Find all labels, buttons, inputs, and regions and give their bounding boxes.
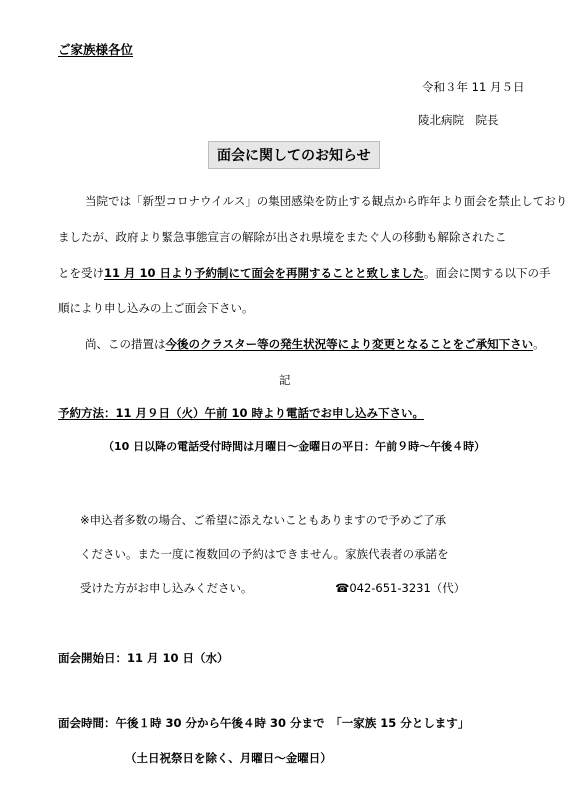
addressee: ご家族様各位 (58, 42, 134, 57)
body-line-5-pre: 尚、この措置は (85, 337, 166, 351)
ki-heading: 記 (279, 373, 291, 387)
body-line-4: 順により申し込みの上ご面会下さい。 (58, 301, 254, 315)
issue-date: 令和３年 11 月５日 (422, 80, 525, 94)
body-line-2: ましたが、政府より緊急事態宣言の解除が出され県境をまたぐ人の移動も解除されたこ (58, 230, 507, 244)
body-line-1: 当院では「新型コロナウイルス」の集団感染を防止する観点から昨年より面会を禁止しており (85, 194, 568, 208)
reopen-notice: 11 月 10 日より予約制にて面会を再開することと致しました (104, 266, 425, 280)
document-title: 面会に関してのお知らせ (208, 141, 380, 169)
reservation-method: 予約方法：11 月９日（火）午前 10 時より電話でお申し込み下さい。 (58, 406, 425, 420)
sender: 陵北病院 院長 (418, 113, 499, 127)
phone-number: ☎042-651-3231（代） (335, 581, 466, 595)
change-notice: 今後のクラスター等の発生状況等により変更となることをご承知下さい (165, 337, 534, 351)
phone-hours: （10 日以降の電話受付時間は月曜日～金曜日の平日：午前９時～午後４時） (103, 440, 486, 453)
body-line-3-pre: とを受け (58, 266, 104, 280)
notes-line-2: ください。また一度に複数回の予約はできません。家族代表者の承諾を (80, 547, 449, 561)
notes-line-1: ※申込者多数の場合、ご希望に添えないこともありますので予めご了承 (80, 513, 447, 527)
body-line-3 (58, 265, 551, 281)
body-line-3-post: 。面会に関する以下の手 (424, 266, 551, 280)
body-line-5-post: 。 (533, 337, 545, 351)
visit-time: 面会時間：午後１時 30 分から午後４時 30 分まで 「一家族 15 分とします」 (58, 716, 470, 730)
visit-days: （土日祝祭日を除く、月曜日～金曜日） (125, 751, 332, 765)
body-line-5 (85, 336, 545, 352)
visit-start-date: 面会開始日：11 月 10 日（水） (58, 651, 229, 665)
notes-line-3: 受けた方がお申し込みください。 (80, 581, 253, 595)
